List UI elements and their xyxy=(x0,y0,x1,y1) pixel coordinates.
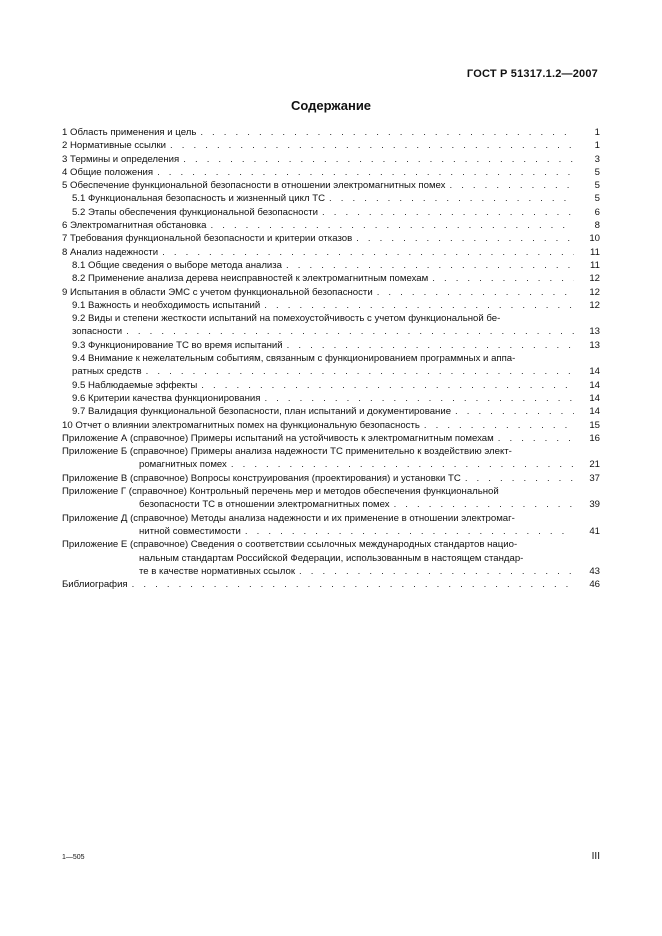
dot-leader xyxy=(432,272,574,285)
toc-entry xyxy=(62,299,600,312)
dot-leader xyxy=(356,232,574,245)
toc-page-number: 10 xyxy=(589,233,600,245)
toc-entry xyxy=(62,419,600,432)
dot-leader xyxy=(183,153,574,166)
toc-entry-text: 3 Термины и определения xyxy=(62,153,180,165)
toc-entry-text: Приложение В (справочное) Вопросы конструирования (проектирования) и установки ТС xyxy=(62,472,461,484)
toc-entry-text: 9.6 Критерии качества функционирования xyxy=(72,392,261,404)
dot-leader xyxy=(394,498,574,511)
toc-entry-row xyxy=(72,392,600,405)
toc-page-number: 14 xyxy=(589,366,600,378)
toc-entry-row xyxy=(72,299,600,312)
toc-entry xyxy=(62,392,600,405)
dot-leader xyxy=(424,419,574,432)
toc-entry xyxy=(62,485,600,512)
toc-entry-text: 9 Испытания в области ЭМС с учетом функциональной безопасности xyxy=(62,286,373,298)
toc-entry-text: Приложение Б (справочное) Примеры анализа надежности ТС применительно к воздействию элект- xyxy=(62,446,512,458)
print-mark: 1—505 xyxy=(62,854,85,861)
toc-entry xyxy=(62,405,600,418)
toc-entry-row xyxy=(72,272,600,285)
dot-leader xyxy=(287,339,574,352)
toc-page-number: 13 xyxy=(589,339,600,351)
toc-entry-text: 5.2 Этапы обеспечения функциональной безопасности xyxy=(72,206,318,218)
toc-entry-text: 8.2 Применение анализа дерева неисправностей к электромагнитным помехам xyxy=(72,273,429,285)
toc-entry xyxy=(62,432,600,445)
toc-page-number: 1 xyxy=(594,140,600,152)
toc-entry xyxy=(62,179,600,192)
dot-leader xyxy=(200,126,574,139)
toc-page-number: 43 xyxy=(589,565,600,577)
toc-entry-text: нальным стандартам Российской Федерации, использованным в настоящем стандар- xyxy=(139,552,524,564)
toc-entry xyxy=(62,512,600,539)
toc-entry-text: 5.1 Функциональная безопасность и жизненный цикл ТС xyxy=(72,193,326,205)
dot-leader xyxy=(126,325,574,338)
toc-entry xyxy=(62,472,600,485)
toc-entry-text: 6 Электромагнитная обстановка xyxy=(62,220,207,232)
toc-entry-text: 7 Требования функциональной безопасности и критерии отказов xyxy=(62,233,353,245)
dot-leader xyxy=(231,458,574,471)
toc-entry-text: Приложение А (справочное) Примеры испытаний на устойчивость к электромагнитным помехам xyxy=(62,432,494,444)
toc-title: Содержание xyxy=(290,98,372,113)
toc-page-number: 37 xyxy=(589,472,600,484)
toc-entry-row xyxy=(62,166,600,179)
toc-page-number: 6 xyxy=(594,206,600,218)
toc-entry-row xyxy=(62,525,600,538)
toc-entry-text: 9.7 Валидация функциональной безопасности, план испытаний и документирование xyxy=(72,406,452,418)
toc-entry-text: ромагнитных помех xyxy=(139,459,227,471)
dot-leader xyxy=(245,525,574,538)
toc-entry-text: 9.5 Наблюдаемые эффекты xyxy=(72,379,198,391)
toc-page-number: 8 xyxy=(594,220,600,232)
dot-leader xyxy=(170,139,574,152)
toc-entry xyxy=(62,352,600,379)
toc-entry-text: те в качестве нормативных ссылок xyxy=(139,565,296,577)
toc-entry-text: зопасности xyxy=(72,326,123,338)
dot-leader xyxy=(377,286,574,299)
toc-entry-text: нитной совместимости xyxy=(139,525,241,537)
dot-leader xyxy=(264,392,574,405)
toc-entry-row xyxy=(72,192,600,205)
toc-entry-row xyxy=(62,458,600,471)
dot-leader xyxy=(498,432,574,445)
toc-page-number: 3 xyxy=(594,153,600,165)
toc-page-number: 14 xyxy=(589,392,600,404)
toc-entry-row xyxy=(72,365,600,378)
toc-page-number: 21 xyxy=(589,459,600,471)
toc-entry xyxy=(62,312,600,339)
toc-entry-text: 2 Нормативные ссылки xyxy=(62,140,167,152)
toc-entry-text: 8.1 Общие сведения о выборе метода анализа xyxy=(72,259,283,271)
dot-leader xyxy=(132,578,574,591)
page-number: III xyxy=(591,851,600,862)
toc-entry-row xyxy=(62,286,600,299)
toc-entry-text: 9.1 Важность и необходимость испытаний xyxy=(72,299,261,311)
toc-page-number: 13 xyxy=(589,326,600,338)
table-of-contents xyxy=(62,126,600,591)
toc-entry-row xyxy=(62,126,600,139)
toc-entry xyxy=(62,126,600,139)
toc-entry-row xyxy=(62,179,600,192)
dot-leader xyxy=(299,565,574,578)
dot-leader xyxy=(322,206,574,219)
dot-leader xyxy=(286,259,574,272)
toc-entry xyxy=(62,272,600,285)
toc-entry-text: Приложение Е (справочное) Сведения о соответствии ссылочных международных стандартов нацио- xyxy=(62,539,518,551)
toc-entry-row xyxy=(62,578,600,591)
toc-page-number: 1 xyxy=(594,127,600,138)
toc-page-number: 15 xyxy=(589,419,600,431)
toc-entry-text: Приложение Д (справочное) Методы анализа надежности и их применение в отношении электромаг- xyxy=(62,512,515,524)
document-code: ГОСТ Р 51317.1.2—2007 xyxy=(466,68,598,80)
toc-entry-row xyxy=(72,379,600,392)
toc-entry-row xyxy=(62,219,600,232)
toc-entry xyxy=(62,232,600,245)
toc-entry-text: 10 Отчет о влиянии электромагнитных помех на функциональную безопасность xyxy=(62,419,420,431)
toc-entry-text: 9.3 Функционирование ТС во время испытаний xyxy=(72,339,283,351)
toc-entry xyxy=(62,192,600,205)
toc-entry-row xyxy=(62,139,600,152)
dot-leader xyxy=(162,246,574,259)
toc-page-number: 41 xyxy=(589,525,600,537)
dot-leader xyxy=(201,379,574,392)
toc-entry-row xyxy=(62,472,600,485)
toc-entry xyxy=(62,219,600,232)
toc-entry xyxy=(62,206,600,219)
toc-entry-text: Библиография xyxy=(62,579,128,591)
toc-entry xyxy=(62,259,600,272)
dot-leader xyxy=(329,192,574,205)
toc-page-number: 12 xyxy=(589,273,600,285)
dot-leader xyxy=(157,166,574,179)
toc-entry-text: 8 Анализ надежности xyxy=(62,246,159,258)
toc-entry xyxy=(62,286,600,299)
toc-entry xyxy=(62,538,600,578)
toc-page-number: 39 xyxy=(589,499,600,511)
toc-entry-text: 5 Обеспечение функциональной безопасности в отношении электромагнитных помех xyxy=(62,180,446,192)
dot-leader xyxy=(465,472,574,485)
toc-entry-row xyxy=(62,419,600,432)
toc-entry-row xyxy=(62,498,600,511)
dot-leader xyxy=(449,179,574,192)
dot-leader xyxy=(146,365,574,378)
toc-entry-row xyxy=(62,432,600,445)
dot-leader xyxy=(455,405,574,418)
toc-entry-text: безопасности ТС в отношении электромагнитных помех xyxy=(139,499,390,511)
toc-entry-row xyxy=(72,339,600,352)
toc-entry xyxy=(62,445,600,472)
toc-page-number: 46 xyxy=(589,579,600,591)
toc-page-number: 5 xyxy=(594,166,600,178)
toc-entry-text: 4 Общие положения xyxy=(62,166,154,178)
toc-page-number: 11 xyxy=(590,259,600,271)
toc-entry xyxy=(62,339,600,352)
toc-page-number: 12 xyxy=(589,299,600,311)
toc-entry-row xyxy=(72,405,600,418)
toc-page-number: 14 xyxy=(589,379,600,391)
toc-entry-text: 1 Область применения и цель xyxy=(62,127,197,138)
toc-page-number: 5 xyxy=(594,180,600,192)
toc-page-number: 12 xyxy=(589,286,600,298)
toc-page-number: 5 xyxy=(594,193,600,205)
toc-entry xyxy=(62,153,600,166)
toc-entry-row xyxy=(62,153,600,166)
dot-leader xyxy=(264,299,574,312)
toc-page-number: 16 xyxy=(589,432,600,444)
toc-entry xyxy=(62,578,600,591)
toc-page-number: 11 xyxy=(590,246,600,258)
toc-entry xyxy=(62,166,600,179)
toc-entry-text: ратных средств xyxy=(72,366,142,378)
toc-entry-row xyxy=(62,565,600,578)
toc-entry-text: 9.4 Внимание к нежелательным событиям, связанным с функционированием программных и аппа- xyxy=(72,353,516,365)
dot-leader xyxy=(210,219,574,232)
toc-page-number: 14 xyxy=(589,406,600,418)
toc-entry-text: 9.2 Виды и степени жесткости испытаний на помехоустойчивость с учетом функциональной бе- xyxy=(72,313,501,325)
toc-entry-row xyxy=(62,232,600,245)
toc-entry-row xyxy=(72,259,600,272)
toc-entry-row xyxy=(72,206,600,219)
toc-entry xyxy=(62,246,600,259)
toc-entry-text: Приложение Г (справочное) Контрольный перечень мер и методов обеспечения функциональной xyxy=(62,486,499,498)
toc-entry xyxy=(62,139,600,152)
toc-entry-row xyxy=(62,246,600,259)
toc-entry-row xyxy=(72,325,600,338)
toc-entry xyxy=(62,379,600,392)
